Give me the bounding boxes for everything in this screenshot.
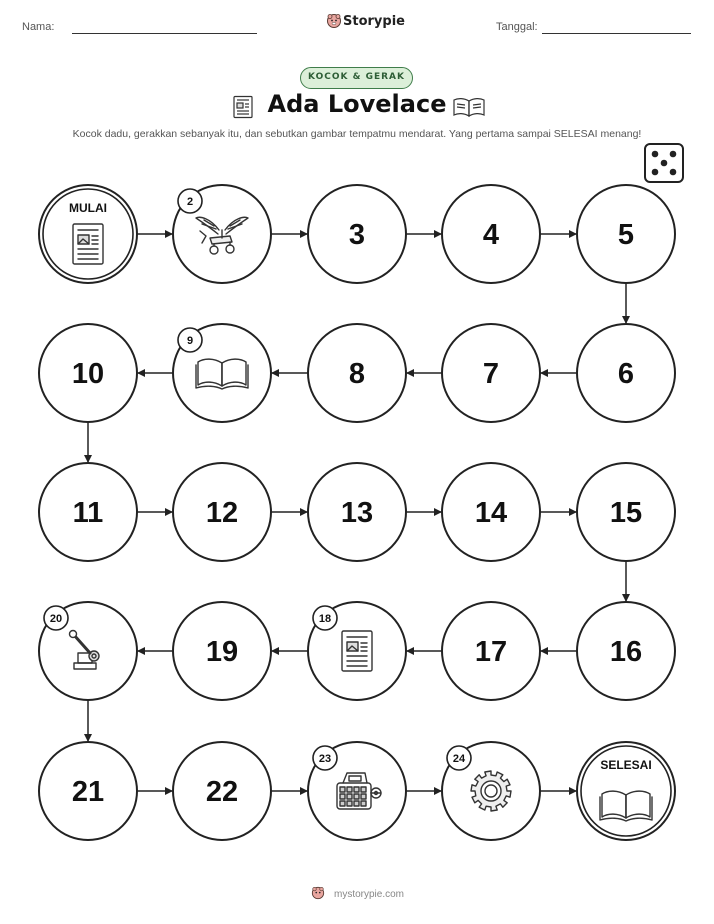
- board-space: [577, 324, 675, 422]
- board-space: [308, 185, 406, 283]
- brand-name: Storypie: [343, 14, 405, 29]
- space-number: 23: [318, 753, 332, 765]
- space-number: 19: [205, 636, 239, 668]
- space-number: 14: [474, 497, 508, 529]
- board-space: [308, 463, 406, 561]
- name-label: Nama:: [22, 21, 55, 33]
- space-number: 10: [71, 358, 105, 390]
- board-space: [577, 463, 675, 561]
- category-badge: KOCOK & GERAK: [300, 67, 413, 89]
- board-space: [173, 185, 271, 283]
- space-number: 7: [482, 358, 500, 390]
- footer-url[interactable]: mystorypie.com: [333, 889, 404, 900]
- space-number: 2: [186, 196, 194, 208]
- space-number: 16: [609, 636, 643, 668]
- space-number: 12: [205, 497, 239, 529]
- space-number: 22: [205, 776, 239, 808]
- date-label: Tanggal:: [496, 21, 538, 33]
- page-title: Ada Lovelace: [267, 90, 447, 118]
- board-space: [442, 324, 540, 422]
- space-number: 8: [348, 358, 366, 390]
- board-space: [442, 742, 540, 840]
- space-number: 11: [72, 497, 104, 529]
- space-number: 6: [617, 358, 635, 390]
- board-space: [173, 324, 271, 422]
- space-number: 21: [71, 776, 105, 808]
- board-space: [442, 463, 540, 561]
- space-number: 15: [609, 497, 643, 529]
- instructions: Kocok dadu, gerakkan sebanyak itu, dan sebutkan gambar tempatmu mendarat. Yang pertama sampai SELESAI menang!: [72, 128, 642, 140]
- space-number: 13: [340, 497, 374, 529]
- space-number: 4: [482, 219, 500, 251]
- finish-label: SELESAI: [600, 758, 652, 772]
- board-space: [173, 742, 271, 840]
- start-label: MULAI: [69, 201, 107, 215]
- start-space: [39, 185, 137, 283]
- space-circle: [39, 185, 137, 283]
- board-space: [442, 602, 540, 700]
- board-space: [308, 602, 406, 700]
- board-space: [173, 463, 271, 561]
- board-space: [173, 602, 271, 700]
- board-space: [39, 324, 137, 422]
- space-number: 18: [318, 613, 332, 625]
- board-space: [442, 185, 540, 283]
- board-space: [39, 463, 137, 561]
- board-space: [577, 185, 675, 283]
- space-circle: [577, 742, 675, 840]
- space-number: 9: [186, 335, 194, 347]
- board-space: [308, 742, 406, 840]
- space-number: 5: [617, 219, 635, 251]
- finish-space: [577, 742, 675, 840]
- space-number: 20: [49, 613, 63, 625]
- space-number: 24: [452, 753, 466, 765]
- board-space: [39, 602, 137, 700]
- board-space: [308, 324, 406, 422]
- space-number: 17: [474, 636, 508, 668]
- board-space: [39, 742, 137, 840]
- board-space: [577, 602, 675, 700]
- space-number: 3: [348, 219, 366, 251]
